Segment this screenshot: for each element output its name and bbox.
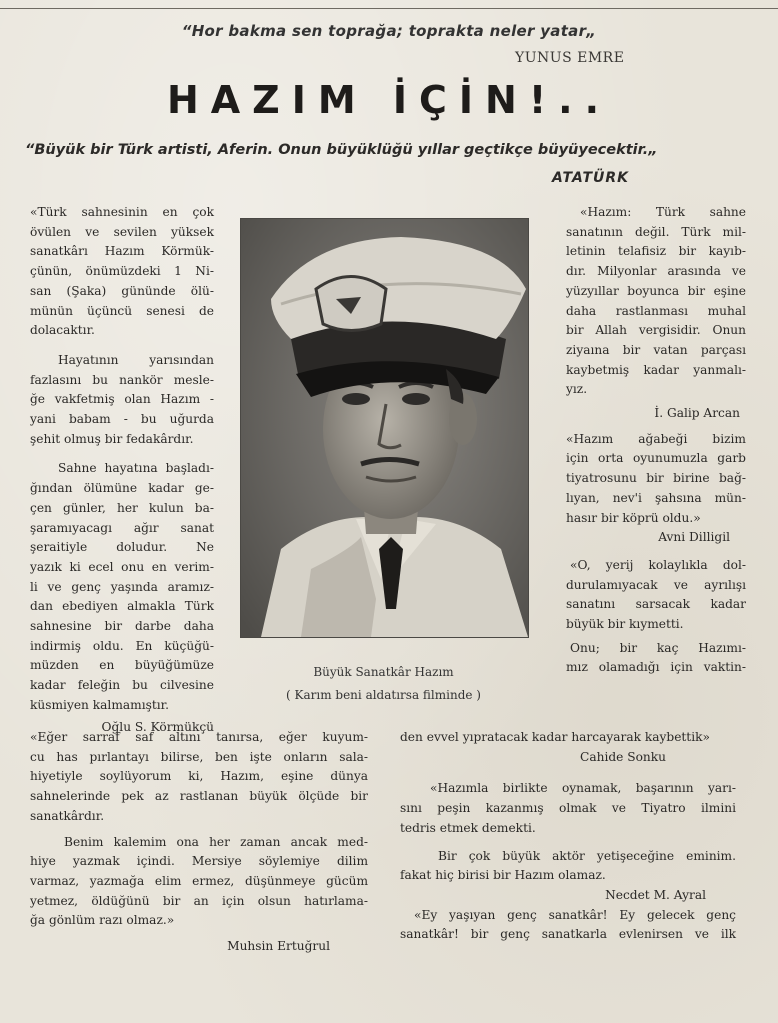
text-line: sanatkârdır. [30,808,105,823]
text-line: «O, yerij kolaylıkla dol- [570,557,746,572]
yunus-emre-author: YUNUS EMRE [515,50,625,66]
text-line: letinin telafisiz bir kayıb- [566,244,746,259]
text-line: «Türk sahnesinin en çok [30,205,214,219]
text-line: kaybetmiş kadar yanmalı- [566,362,746,377]
bottom-right-signature-2: Necdet M. Ayral [605,887,706,902]
bottom-left-signature: Muhsin Ertuğrul [227,939,330,954]
text-line: dolacaktır. [30,323,95,338]
text-line: li ve genç yaşında aramız- [30,579,214,594]
text-line: «Hazım ağabeği bizim [566,431,746,446]
paragraph-gap [400,767,736,779]
text-line: bir Allah vergisidir. Onun [566,323,746,338]
text-line: çen günler, her kulun ba- [30,500,214,515]
left-column [30,203,214,737]
text-line: sanatkârı Hazım Körmük- [30,244,214,259]
right-paragraph-3 [566,556,746,635]
text-line: sahnesine bir darbe daha [30,619,214,634]
text-line: san (Şaka) gününde ölü- [30,283,214,298]
text-line: yazık ki ecel onu en verim- [30,559,214,574]
text-line: «Ey yaşıyan genç sanatkâr! Ey gelecek genç [414,907,736,922]
text-line: yani babam - bu uğurda [30,412,214,427]
text-line: fakat hiç birisi bir Hazım olamaz. [400,868,606,883]
text-line: yız. [566,382,588,397]
paragraph-gap [30,341,214,351]
text-line: ğa gönlüm razı olmaz.» [30,913,175,928]
left-paragraph-3 [30,459,214,715]
bottom-left-paragraph-2 [30,833,368,932]
left-paragraph-2 [30,351,214,450]
text-line: Hayatının yarısından [58,352,214,367]
right-paragraph-1 [566,203,746,400]
text-line: sahnelerinde pek az rastlanan büyük ölçüde bir [30,789,368,804]
paragraph-gap [30,449,214,459]
bottom-right-paragraph-3 [400,906,736,945]
text-line: hiyetiyle soylüyorum ki, Hazım, eşine dünya [30,769,368,784]
text-line: sanatını sarsacak kadar [566,597,746,612]
text-line: yetmez, öldüğünü bir an için olsun hatırlama- [30,893,368,908]
left-signature: Oğlu S. Körmükçü [101,719,214,734]
text-line: hasır bir köprü oldu.» [566,510,701,525]
text-line: Bir çok büyük aktör yetişeceğine eminim. [438,848,736,863]
bottom-right-paragraph-1 [400,779,736,838]
text-line: ğe vakfetmiş olan Hazım - [30,392,214,407]
photo-caption-film: ( Karım beni aldatırsa filminde ) [286,688,481,702]
text-line: şaramıyacagı ağır sanat [30,520,214,535]
text-line: kadar feleğin bu cilvesine [30,678,214,693]
right-signature-1: İ. Galip Arcan [654,406,740,421]
left-paragraph-1 [30,203,214,341]
portrait-image [241,219,528,637]
text-line: «Hazım: Türk sahne [580,205,746,219]
text-line: büyük bir kıymetti. [566,617,684,632]
text-line: den evvel yıpratacak kadar harcayarak kaybettik» [400,730,710,744]
text-line: «Eğer sarraf saf altını tanırsa, eğer kuyum- [30,730,368,744]
right-signature-2: Avni Dilligil [658,530,730,545]
text-line: için orta oyunumuzla garb [566,451,746,466]
text-line: indirmiş oldu. En küçüğü- [30,638,214,653]
text-line: Benim kalemim ona her zaman ancak med- [64,834,368,849]
text-line: sanatkâr! bir genç sanatkarla evlenirsen ve ilk [400,927,736,942]
text-line: şehit olmuş bir fedakârdır. [30,431,194,446]
text-line: varmaz, yazmağa elim ermez, düşünmeye gücüm [30,873,368,888]
bottom-left-paragraph-1 [30,728,368,827]
text-line: cu has pırlantayı bilirse, ben işte onların sala- [30,749,368,764]
text-line: ziyaına bir vatan parçası [566,342,746,357]
right-paragraph-4 [566,639,746,678]
text-line: mız olamadığı için vaktin- [566,660,746,675]
portrait-photo [240,218,529,638]
bottom-right-signature-1: Cahide Sonku [580,749,666,764]
text-line: dır. Milyonlar arasında ve [566,264,746,279]
text-line: tedris etmek demekti. [400,820,536,835]
bottom-left-block [30,728,368,957]
text-line: çünün, önümüzdeki 1 Ni- [30,264,214,279]
ataturk-quote: “Büyük bir Türk artisti, Aferin. Onun büyüklüğü yıllar geçtikçe büyüyecektir.„ [25,142,658,158]
top-rule [0,8,778,9]
text-line: lıyan, nev'i şahsına mün- [566,490,746,505]
text-line: ğından ölümüne kadar ge- [30,481,214,496]
text-line: fazlasını bu nankör mesle- [30,372,214,387]
text-line: sanatının değil. Türk mil- [566,224,746,239]
text-line: yüzyıllar boyunca bir eşine [566,283,746,298]
text-line: sını peşin kazanmış olmak ve Tiyatro ilmini [400,801,736,816]
text-line: küsmiyen kalmamıştır. [30,697,170,712]
ataturk-author: ATATÜRK [552,170,629,186]
text-line: «Hazımla birlikte oynamak, başarının yarı- [430,781,736,796]
photo-caption-title: Büyük Sanatkâr Hazım [313,665,454,679]
text-line: durulamıyacak ve ayrılışı [566,577,746,592]
text-line: hiye yazmak içindi. Mersiye söylemiye dilim [30,854,368,869]
bottom-right-paragraph-2 [400,847,736,886]
text-line: daha rastlanması muhal [566,303,746,318]
text-line: şeraitiyle doludur. Ne [30,540,214,555]
text-line: müzden en büyüğümüze [30,658,214,673]
text-line: Onu; bir kaç Hazımı- [570,640,746,655]
bottom-right-block [400,728,736,945]
yunus-emre-quote: “Hor bakma sen toprağa; toprakta neler yatar„ [181,22,597,40]
text-line: tiyatrosunu bir birine bağ- [566,471,746,486]
paragraph-gap [400,839,736,847]
right-column [566,203,746,678]
text-line: övülen ve sevilen yüksek [30,224,214,239]
text-line: Sahne hayatına başladı- [58,461,214,476]
paragraph-gap [566,548,746,556]
headline: HAZIM İÇİN!.. [166,78,612,122]
text-line: münün üçüncü senesi de [30,303,214,318]
right-paragraph-2 [566,430,746,529]
text-line: dan ebediyen almakla Türk [30,599,214,614]
